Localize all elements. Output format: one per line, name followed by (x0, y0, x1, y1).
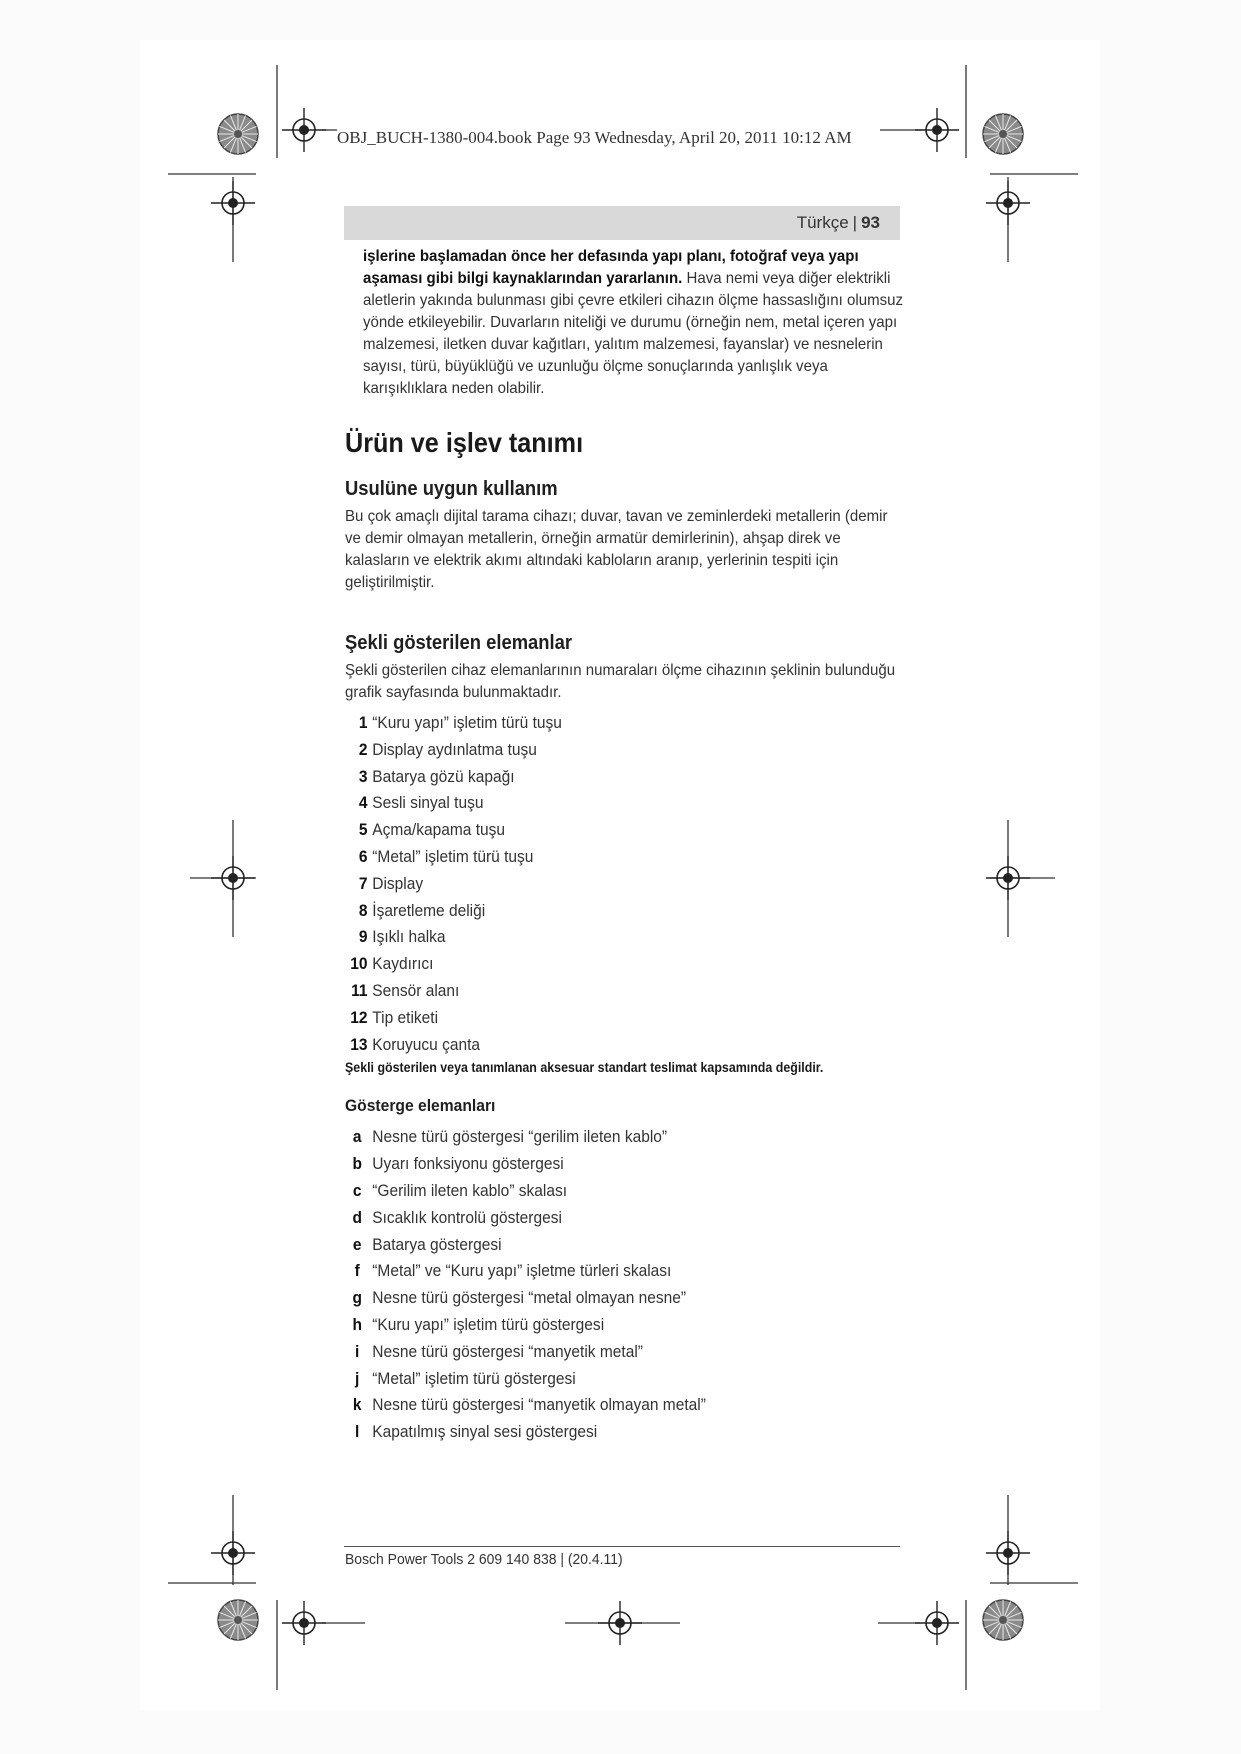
color-target (218, 114, 258, 154)
list-item: d Sıcaklık kontrolü göstergesi (352, 1208, 562, 1227)
list-item: a Nesne türü göstergesi “gerilim ileten kablo” (352, 1128, 668, 1147)
registration-mark (915, 1601, 959, 1645)
components-list (345, 710, 905, 1058)
registration-mark (598, 1601, 642, 1645)
language-label: Türkçe (796, 213, 849, 232)
page-footer: Bosch Power Tools 2 609 140 838 | (20.4.11) (345, 1551, 623, 1568)
registration-mark (986, 181, 1030, 225)
list-item: h “Kuru yapı” işletim türü göstergesi (352, 1315, 605, 1334)
section-title: Ürün ve işlev tanımı (345, 427, 584, 458)
footer-rule (344, 1546, 900, 1547)
list-item: 11 Sensör alanı (351, 981, 460, 1000)
registration-mark (986, 856, 1030, 900)
registration-mark (282, 108, 326, 152)
list-item: 1 “Kuru yapı” işletim türü tuşu (358, 714, 562, 732)
list-item: 4 Sesli sinyal tuşu (358, 794, 484, 813)
list-item: 3 Batarya gözü kapağı (358, 767, 515, 786)
registration-mark (211, 1531, 255, 1575)
registration-mark (915, 108, 959, 152)
list-item: i Nesne türü göstergesi “manyetik metal” (355, 1342, 643, 1361)
display-elements-heading: Gösterge elemanları (345, 1096, 496, 1116)
list-item: 6 “Metal” işletim türü tuşu (358, 847, 534, 866)
registration-mark (211, 181, 255, 225)
components-text: Şekli gösterilen cihaz elemanlarının numaraları ölçme cihazının şeklinin bulunduğu grafik sayfasında bulunmaktadır. (345, 662, 896, 701)
registration-mark (986, 1531, 1030, 1575)
list-item: 9 Işıklı halka (358, 928, 446, 947)
running-head-bar (344, 206, 900, 240)
list-item: b Uyarı fonksiyonu göstergesi (352, 1155, 564, 1174)
list-item: 5 Açma/kapama tuşu (358, 821, 506, 840)
intro-bold-text: işlerine başlamadan önce her defasında yapı planı, fotoğraf veya yapı aşaması gibi bilgi kaynaklarından yararlanın. (363, 248, 859, 287)
list-item: l Kapatılmış sinyal sesi göstergesi (355, 1423, 598, 1442)
book-file-header: OBJ_BUCH-1380-004.book Page 93 Wednesday, April 20, 2011 10:12 AM (337, 128, 852, 147)
list-item: k Nesne türü göstergesi “manyetik olmayan metal” (352, 1396, 706, 1415)
accessory-note: Şekli gösterilen veya tanımlanan aksesuar standart teslimat kapsamında değildir. (345, 1060, 824, 1076)
main-content (345, 246, 905, 1446)
intro-text: Hava nemi veya diğer elektrikli aletlerin yakında bulunması gibi çevre etkileri cihazın ölçme hassaslığını olumsuz yönde etkileyebilir. Duvarların niteliği ve durumu (örneğin nem, metal içeren yapı malzemesi, iletken duvar kağıtları, yalıtım malzemesi, fayanslar) ve nesnelerin sayısı, türü, büyüklüğü ve uzunluğu ölçme sonuçlarında yanlışlık veya karışıklıklara neden olabilir. (363, 270, 904, 397)
intended-use-heading: Usulüne uygun kullanım (345, 478, 558, 500)
list-item: 8 İşaretleme deliği (358, 901, 486, 920)
registration-mark (282, 1601, 326, 1645)
list-item: e Batarya göstergesi (352, 1235, 502, 1254)
list-item: 2 Display aydınlatma tuşu (358, 740, 537, 759)
list-item: g Nesne türü göstergesi “metal olmayan nesne” (352, 1289, 687, 1308)
list-item: c “Gerilim ileten kablo” skalası (352, 1181, 568, 1200)
list-item: j “Metal” işletim türü göstergesi (355, 1369, 576, 1388)
registration-mark (211, 856, 255, 900)
separator: | (852, 213, 858, 232)
list-item: 10 Kaydırıcı (350, 955, 434, 974)
page-number: 93 (861, 213, 880, 232)
list-item: f “Metal” ve “Kuru yapı” işletme türleri skalası (354, 1262, 672, 1281)
running-head (797, 213, 880, 233)
intended-use-text: Bu çok amaçlı dijital tarama cihazı; duvar, tavan ve zeminlerdeki metallerin (demir ve demir olmayan metallerin, örneğin armatür demirlerinin), ahşap direk ve kalasların ve elektrik akımı altındaki kabloların aranıp, yerlerinin tespiti için geliştirilmiştir. (345, 508, 888, 591)
color-target (983, 114, 1023, 154)
color-target (218, 1600, 258, 1640)
display-elements-list (345, 1124, 905, 1446)
components-heading: Şekli gösterilen elemanlar (345, 632, 573, 654)
list-item: 13 Koruyucu çanta (350, 1035, 481, 1054)
intro-paragraph (363, 246, 908, 400)
color-target (983, 1600, 1023, 1640)
list-item: 12 Tip etiketi (350, 1008, 439, 1027)
list-item: 7 Display (358, 874, 424, 893)
